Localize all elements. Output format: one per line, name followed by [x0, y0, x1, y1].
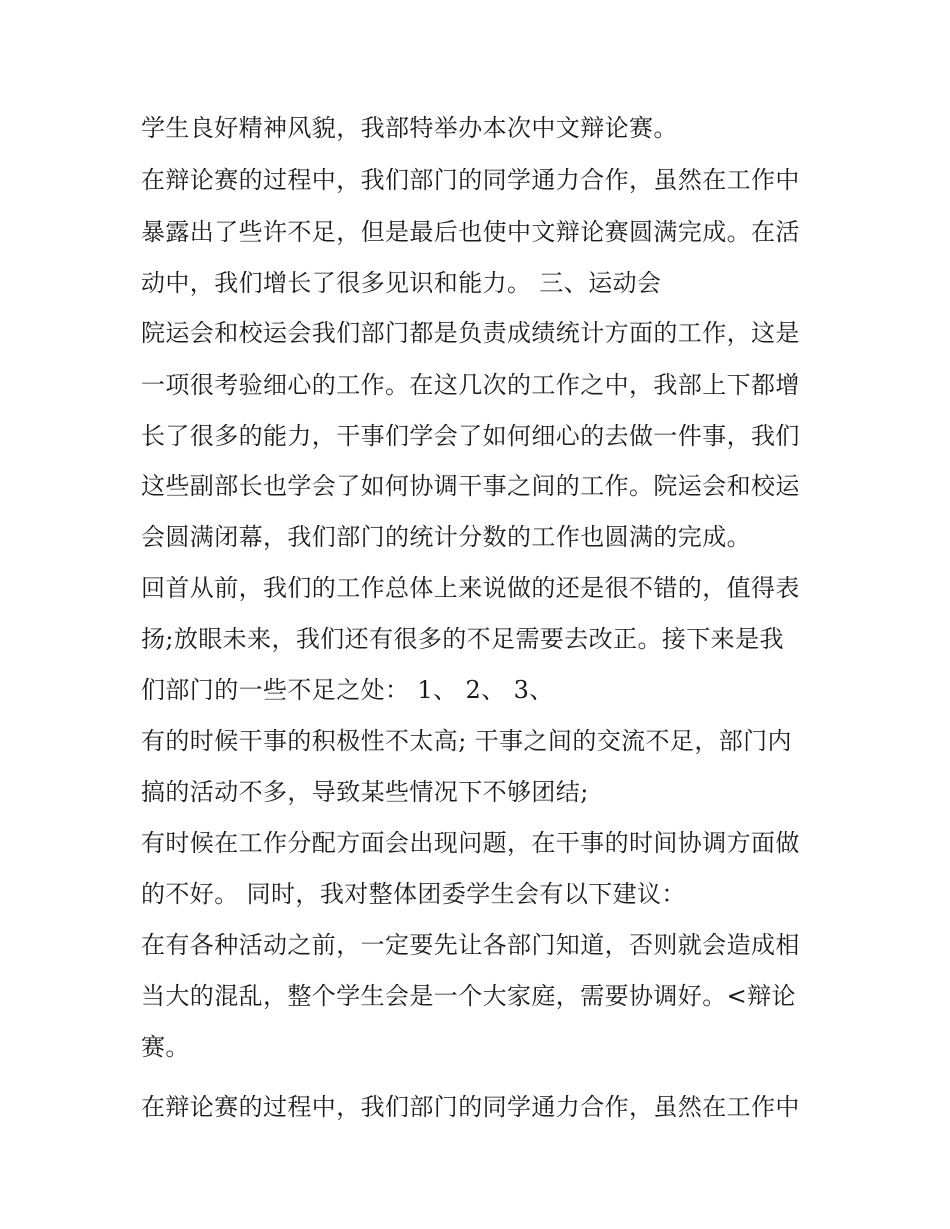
text-line-3: 暴露出了些许不足，但是最后也使中文辩论赛圆满完成。在活 [141, 218, 800, 246]
text-line-17: 在有各种活动之前，一定要先让各部门知道，否则就会造成相 [141, 931, 800, 959]
text-line-8: 这些副部长也学会了如何协调干事之间的工作。院运会和校运 [141, 472, 800, 500]
text-line-18: 当大的混乱，整个学生会是一个大家庭，需要协调好。<辩论 [141, 982, 796, 1010]
text-line-19: 赛。 [141, 1033, 190, 1061]
text-line-20: 在辩论赛的过程中，我们部门的同学通力合作，虽然在工作中 [141, 1093, 800, 1121]
text-line-2: 在辩论赛的过程中，我们部门的同学通力合作，虽然在工作中 [141, 166, 800, 194]
text-line-6: 一项很考验细心的工作。在这几次的工作之中，我部上下都增 [141, 371, 800, 399]
text-line-10: 回首从前，我们的工作总体上来说做的还是很不错的，值得表 [141, 574, 800, 602]
text-line-7: 长了很多的能力，干事们学会了如何细心的去做一件事，我们 [141, 422, 800, 450]
text-line-11: 扬;放眼未来，我们还有很多的不足需要去改正。接下来是我 [141, 625, 784, 653]
text-line-14: 搞的活动不多，导致某些情况下不够团结; [141, 778, 589, 806]
text-line-4: 动中，我们增长了很多见识和能力。 三、运动会 [141, 269, 662, 297]
text-line-15: 有时候在工作分配方面会出现问题，在干事的时间协调方面做 [141, 829, 800, 857]
text-line-12: 们部门的一些不足之处： 1、 2、 3、 [141, 676, 554, 704]
text-line-13: 有的时候干事的积极性不太高; 干事之间的交流不足，部门内 [141, 727, 792, 755]
text-line-1: 学生良好精神风貌，我部特举办本次中文辩论赛。 [141, 114, 678, 142]
text-line-5: 院运会和校运会我们部门都是负责成绩统计方面的工作，这是 [141, 319, 800, 347]
text-line-9: 会圆满闭幕，我们部门的统计分数的工作也圆满的完成。 [141, 523, 751, 551]
text-line-16: 的不好。 同时，我对整体团委学生会有以下建议： [141, 880, 686, 908]
